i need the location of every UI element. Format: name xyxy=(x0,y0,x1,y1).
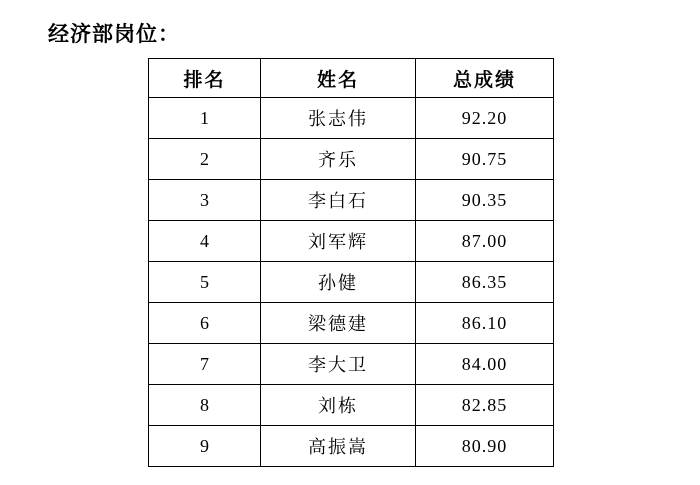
cell-name: 高振嵩 xyxy=(261,426,416,467)
table-row xyxy=(149,303,554,344)
cell-rank: 2 xyxy=(149,139,261,180)
cell-score: 87.00 xyxy=(416,221,554,262)
cell-score: 86.10 xyxy=(416,303,554,344)
cell-score: 92.20 xyxy=(416,98,554,139)
cell-rank: 7 xyxy=(149,344,261,385)
cell-score: 84.00 xyxy=(416,344,554,385)
table-row xyxy=(149,262,554,303)
cell-name: 齐乐 xyxy=(261,139,416,180)
page-title: 经济部岗位： xyxy=(48,21,180,46)
cell-score: 90.75 xyxy=(416,139,554,180)
cell-rank: 4 xyxy=(149,221,261,262)
table-row xyxy=(149,180,554,221)
table-row xyxy=(149,139,554,180)
column-header-name: 姓名 xyxy=(261,59,416,98)
table-row xyxy=(149,385,554,426)
cell-rank: 5 xyxy=(149,262,261,303)
cell-rank: 6 xyxy=(149,303,261,344)
cell-name: 李白石 xyxy=(261,180,416,221)
cell-rank: 8 xyxy=(149,385,261,426)
cell-score: 90.35 xyxy=(416,180,554,221)
score-table-container xyxy=(148,58,554,467)
table-header-row xyxy=(149,59,554,98)
cell-name: 孙健 xyxy=(261,262,416,303)
score-table xyxy=(148,58,554,467)
cell-score: 80.90 xyxy=(416,426,554,467)
cell-name: 刘栋 xyxy=(261,385,416,426)
table-row xyxy=(149,221,554,262)
cell-name: 梁德建 xyxy=(261,303,416,344)
cell-name: 刘军辉 xyxy=(261,221,416,262)
cell-name: 李大卫 xyxy=(261,344,416,385)
cell-rank: 3 xyxy=(149,180,261,221)
cell-name: 张志伟 xyxy=(261,98,416,139)
column-header-rank: 排名 xyxy=(149,59,261,98)
table-row xyxy=(149,98,554,139)
cell-rank: 1 xyxy=(149,98,261,139)
table-row xyxy=(149,344,554,385)
column-header-score: 总成绩 xyxy=(416,59,554,98)
cell-score: 86.35 xyxy=(416,262,554,303)
cell-score: 82.85 xyxy=(416,385,554,426)
cell-rank: 9 xyxy=(149,426,261,467)
table-row xyxy=(149,426,554,467)
